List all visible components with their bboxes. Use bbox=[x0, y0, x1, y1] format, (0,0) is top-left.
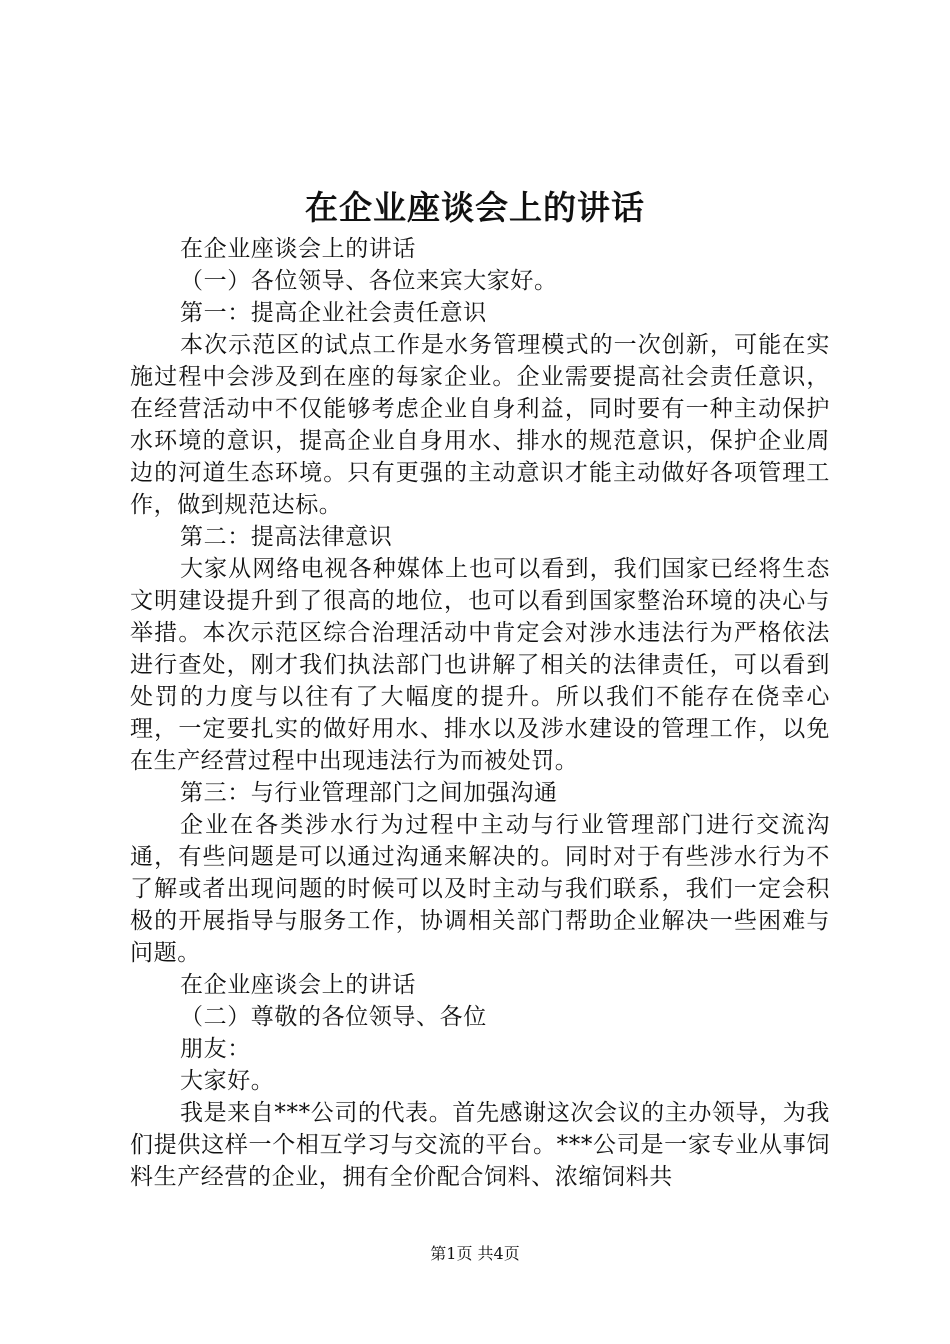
paragraph-greeting-2b: 朋友： bbox=[180, 1036, 251, 1062]
paragraph-heading-second: 第二：提高法律意识 bbox=[180, 524, 393, 550]
paragraph-subtitle-2: 在企业座谈会上的讲话 bbox=[180, 972, 416, 998]
paragraph-heading-first: 第一：提高企业社会责任意识 bbox=[180, 300, 487, 326]
paragraph-body-first: 本次示范区的试点工作是水务管理模式的一次创新，可能在实施过程中会涉及到在座的每家企业。企业需要提高社会责任意识，在经营活动中不仅能够考虑企业自身利益，同时要有一种主动保护水环境的意识，提高企业自身用水、排水的规范意识，保护企业周边的河道生态环境。只有更强的主动意识才能主动做好各项管理工作，做到规范达标。 bbox=[130, 332, 830, 518]
document-body bbox=[130, 233, 830, 1193]
paragraph-body-second: 大家从网络电视各种媒体上也可以看到，我们国家已经将生态文明建设提升到了很高的地位，也可以看到国家整治环境的决心与举措。本次示范区综合治理活动中肯定会对涉水违法行为严格依法进行查处，刚才我们执法部门也讲解了相关的法律责任，可以看到处罚的力度与以往有了大幅度的提升。所以我们不能存在侥幸心理，一定要扎实的做好用水、排水以及涉水建设的管理工作，以免在生产经营过程中出现违法行为而被处罚。 bbox=[130, 556, 830, 774]
paragraph-greeting-2a: （二）尊敬的各位领导、各位 bbox=[180, 1004, 487, 1030]
paragraph-subtitle-1: 在企业座谈会上的讲话 bbox=[180, 236, 416, 262]
paragraph-greeting-1: （一）各位领导、各位来宾大家好。 bbox=[180, 268, 558, 294]
page-footer: 第1页 共4页 bbox=[430, 1244, 520, 1263]
paragraph-body-third: 企业在各类涉水行为过程中主动与行业管理部门进行交流沟通，有些问题是可以通过沟通来解决的。同时对于有些涉水行为不了解或者出现问题的时候可以及时主动与我们联系，我们一定会积极的开展指导与服务工作，协调相关部门帮助企业解决一些困难与问题。 bbox=[130, 812, 830, 966]
paragraph-greeting-2c: 大家好。 bbox=[180, 1068, 275, 1094]
paragraph-heading-third: 第三：与行业管理部门之间加强沟通 bbox=[180, 780, 558, 806]
document-title: 在企业座谈会上的讲话 bbox=[305, 188, 645, 227]
paragraph-body-intro: 我是来自***公司的代表。首先感谢这次会议的主办领导，为我们提供这样一个相互学习与交流的平台。***公司是一家专业从事饲料生产经营的企业，拥有全价配合饲料、浓缩饲料共 bbox=[130, 1100, 830, 1190]
